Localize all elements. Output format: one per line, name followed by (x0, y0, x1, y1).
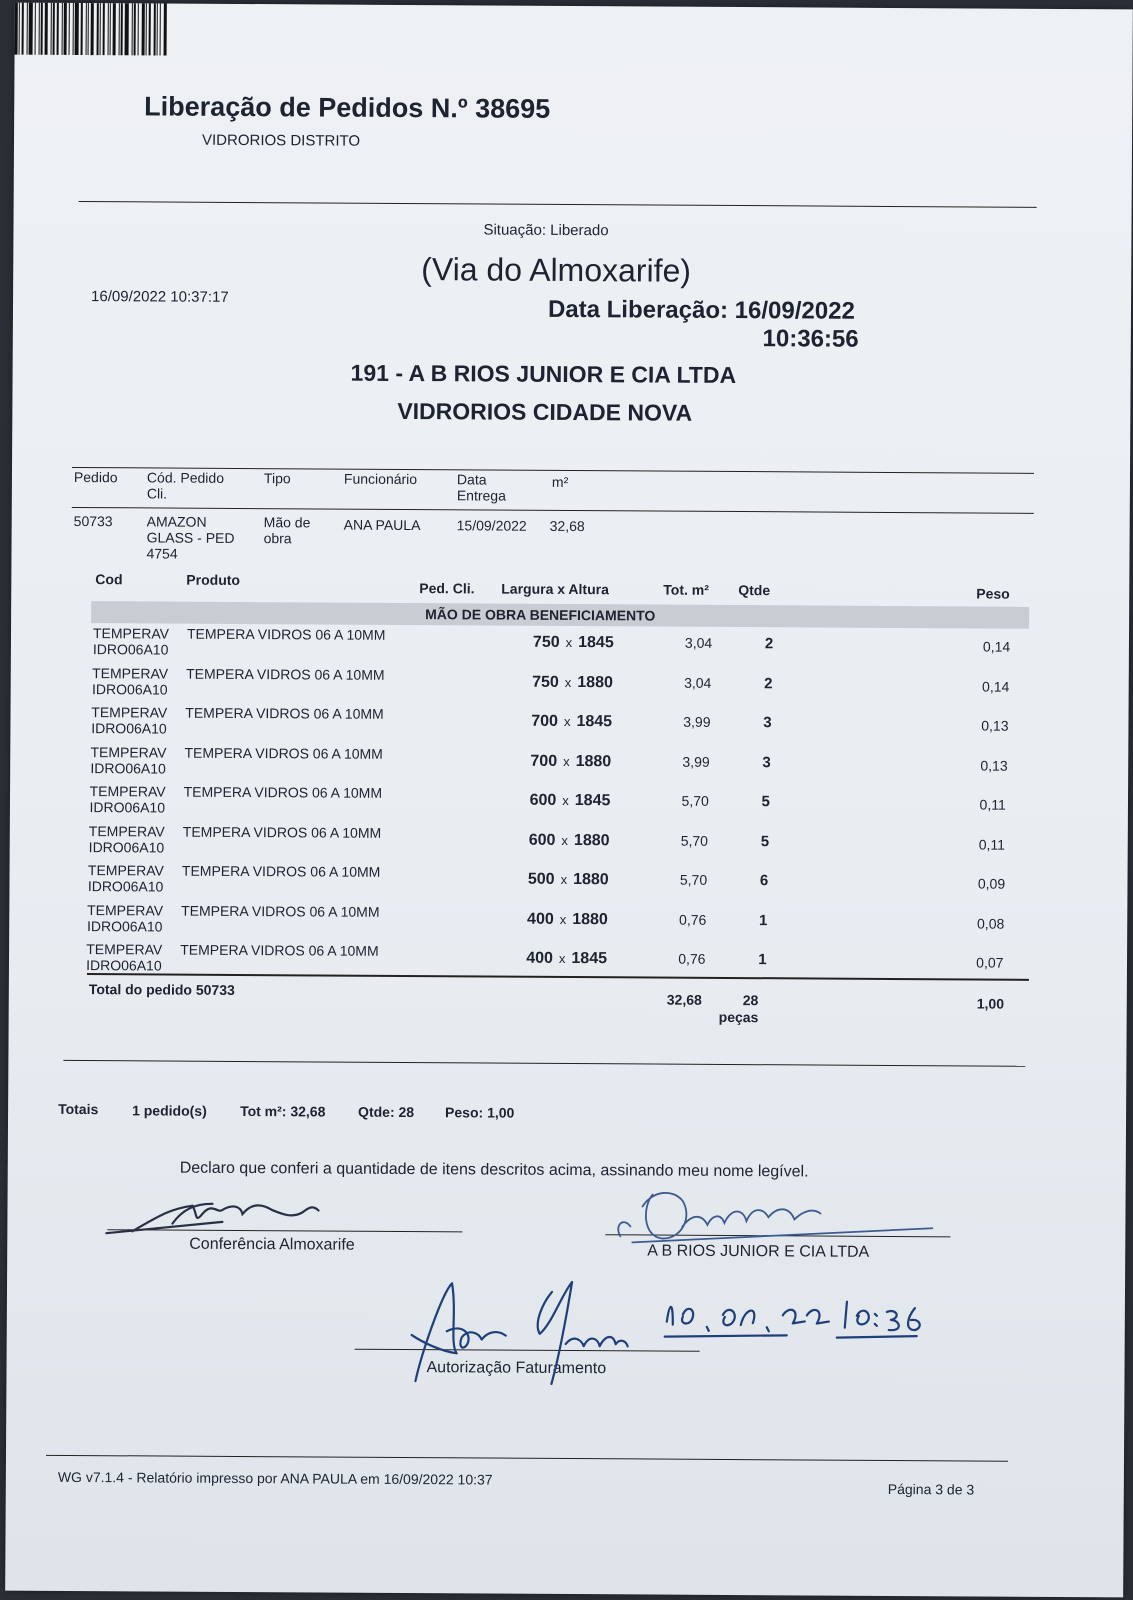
barcode-bar (110, 3, 111, 55)
order-tipo-line2: obra (263, 530, 292, 547)
item-largura: 500 (527, 870, 555, 888)
item-altura: 1845 (574, 792, 611, 810)
item-cod-line2: IDRO06A10 (91, 720, 167, 737)
item-peso: 0,13 (981, 717, 1009, 734)
item-dimensions (527, 910, 608, 928)
copy-label: (Via do Almoxarife) (421, 251, 692, 289)
totals-pedidos: 1 pedido(s) (132, 1102, 207, 1119)
order-cod-cli-line1: AMAZON (146, 513, 207, 530)
item-cod-line2: IDRO06A10 (86, 917, 163, 935)
item-altura: 1880 (572, 910, 608, 928)
footer-divider (46, 1455, 1008, 1462)
items-col-cod: Cod (95, 571, 123, 588)
barcode-bar (91, 3, 94, 55)
item-dimensions (530, 752, 611, 770)
item-tot-m2: 3,04 (684, 674, 712, 691)
item-qtde: 1 (758, 951, 767, 969)
release-time: 10:36:56 (762, 325, 859, 353)
item-qtde: 2 (764, 635, 774, 653)
table-row (93, 625, 1033, 671)
item-dim-separator: x (563, 713, 571, 730)
item-cod-line1: TEMPERAV (88, 822, 165, 840)
item-dimensions (529, 831, 610, 849)
col-cod-pedido-cli-line1: Cód. Pedido (146, 469, 225, 486)
items-col-tot-m2: Tot. m² (663, 581, 709, 598)
barcode-bar (164, 4, 167, 56)
barcode-bar (88, 3, 89, 55)
order-total-qtde: 28 (742, 992, 759, 1009)
order-cod-cli (146, 513, 234, 562)
barcode-bar (121, 3, 123, 55)
barcode-bar (64, 3, 67, 55)
item-tot-m2: 5,70 (679, 871, 708, 888)
item-qtde: 2 (764, 674, 773, 692)
item-cod-line2: IDRO06A10 (87, 878, 164, 895)
item-cod-line2: IDRO06A10 (90, 759, 166, 777)
item-dimensions (530, 792, 611, 810)
item-peso: 0,14 (982, 678, 1010, 695)
col-pedido: Pedido (73, 468, 118, 486)
item-cod (86, 941, 162, 973)
status-label: Situação: Liberado (483, 221, 609, 240)
item-altura: 1880 (573, 831, 610, 849)
table-row (89, 783, 1029, 829)
item-dim-separator: x (559, 911, 567, 927)
order-total-m2: 32,68 (666, 991, 702, 1008)
item-produto: TEMPERA VIDROS 06 A 10MM (186, 625, 386, 643)
signature-autorizacao-handwriting (401, 1273, 662, 1395)
items-col-produto: Produto (186, 571, 241, 588)
col-m2: m² (551, 473, 569, 490)
item-cod (88, 862, 164, 894)
item-peso: 0,07 (976, 954, 1004, 971)
order-m2: 32,68 (549, 517, 585, 535)
item-largura: 600 (528, 831, 556, 849)
item-cod-line1: TEMPERAV (90, 743, 167, 761)
item-peso: 0,13 (980, 757, 1008, 774)
item-cod-line1: TEMPERAV (91, 704, 168, 721)
signature-cliente-handwriting (612, 1176, 942, 1258)
barcode-bar (100, 3, 101, 55)
item-dimensions (526, 950, 607, 968)
item-dim-separator: x (562, 792, 569, 808)
item-largura: 700 (531, 712, 559, 730)
document-title: Liberação de Pedidos N.º 38695 (144, 91, 551, 124)
items-col-ped-cli: Ped. Cli. (419, 580, 475, 597)
item-peso: 0,14 (982, 638, 1011, 655)
item-tot-m2: 0,76 (678, 950, 706, 967)
item-qtde: 5 (761, 793, 770, 811)
item-cod-line2: IDRO06A10 (86, 957, 162, 974)
col-cod-pedido-cli-line2: Cli. (146, 485, 168, 502)
barcode-bar (75, 3, 79, 55)
item-produto: TEMPERA VIDROS 06 A 10MM (186, 665, 385, 683)
document-page (5, 3, 1133, 1598)
item-dim-separator: x (563, 753, 570, 769)
barcode-bar (81, 3, 83, 55)
barcode-bar (154, 3, 156, 55)
item-altura: 1880 (573, 871, 609, 889)
signature-conferencia-handwriting (102, 1183, 342, 1244)
item-tot-m2: 0,76 (679, 911, 707, 928)
item-dim-separator: x (558, 950, 566, 966)
totals-m2: Tot m²: 32,68 (240, 1102, 326, 1120)
item-peso: 0,09 (977, 875, 1006, 892)
order-header-bottom-rule (72, 507, 1034, 514)
barcode-bar (15, 3, 18, 55)
barcode-bar (69, 3, 70, 55)
client-store: VIDRORIOS CIDADE NOVA (397, 397, 693, 426)
order-data-entrega: 15/09/2022 (456, 517, 527, 534)
barcode-bar (125, 3, 129, 55)
barcode-bar (53, 3, 55, 55)
item-peso: 0,11 (978, 836, 1006, 853)
barcode-bar (142, 3, 145, 55)
totals-qtde: Qtde: 28 (358, 1103, 415, 1121)
item-largura: 400 (526, 949, 553, 967)
barcode-bar (41, 3, 43, 55)
barcode-bar (146, 3, 147, 55)
item-peso: 0,08 (977, 914, 1005, 932)
signature-label-autorizacao: Autorização Faturamento (426, 1359, 607, 1378)
item-produto: TEMPERA VIDROS 06 A 10MM (184, 744, 383, 762)
item-largura: 400 (527, 910, 554, 928)
footer-page-number: Página 3 de 3 (887, 1480, 975, 1498)
handwritten-date-picture (657, 1287, 957, 1349)
item-cod (89, 783, 165, 815)
item-cod (93, 625, 169, 657)
item-tot-m2: 3,99 (682, 753, 710, 770)
item-cod (91, 704, 167, 736)
items-col-peso: Peso (976, 585, 1010, 602)
item-altura: 1845 (576, 713, 613, 731)
barcode-bar (149, 3, 151, 55)
barcode-bar (19, 3, 20, 55)
table-row (89, 823, 1029, 869)
item-cod-line2: IDRO06A10 (88, 838, 165, 856)
item-dimensions (533, 634, 614, 652)
order-tipo (264, 514, 311, 546)
item-cod (87, 902, 163, 934)
item-cod-line2: IDRO06A10 (92, 680, 168, 698)
barcode-bar (157, 3, 158, 55)
item-tot-m2: 5,70 (680, 832, 709, 849)
col-data-line1: Data (456, 471, 487, 488)
barcode-bar (45, 3, 48, 55)
item-qtde: 1 (759, 911, 768, 929)
barcode-bar (22, 3, 24, 55)
order-total-label: Total do pedido 50733 (88, 981, 235, 998)
item-cod-line1: TEMPERAV (86, 941, 163, 958)
order-cod-cli-line3: 4754 (146, 545, 178, 562)
item-produto: TEMPERA VIDROS 06 A 10MM (181, 862, 381, 880)
item-largura: 750 (532, 673, 559, 691)
section-band (91, 601, 1029, 629)
item-altura: 1845 (571, 950, 608, 968)
item-cod-line1: TEMPERAV (92, 625, 170, 642)
item-largura: 750 (532, 633, 560, 651)
release-date (547, 295, 859, 354)
table-row (87, 902, 1027, 948)
item-tot-m2: 5,70 (681, 792, 709, 809)
item-altura: 1880 (577, 673, 613, 691)
item-cod (92, 665, 168, 697)
item-qtde: 3 (762, 753, 771, 771)
table-row (88, 862, 1028, 908)
item-largura: 600 (529, 791, 557, 809)
item-dimensions (528, 871, 609, 889)
item-produto: TEMPERA VIDROS 06 A 10MM (182, 823, 382, 841)
barcode-bar (160, 3, 161, 55)
barcode-bar (103, 3, 105, 55)
footer-printed-by: WG v7.1.4 - Relatório impresso por ANA PAULA em 16/09/2022 10:37 (57, 1468, 493, 1488)
col-cod-pedido-cli (147, 469, 224, 501)
item-tot-m2: 3,99 (683, 713, 711, 730)
order-tipo-line1: Mão de (263, 514, 311, 531)
totals-divider (63, 1060, 1025, 1067)
item-dimensions (532, 673, 613, 691)
item-altura: 1845 (578, 634, 614, 652)
order-cod-cli-line2: GLASS - PED (146, 529, 235, 546)
order-pedido: 50733 (73, 512, 113, 530)
barcode-image (15, 3, 190, 56)
table-row (90, 744, 1030, 790)
item-qtde: 6 (759, 872, 769, 890)
barcode-bar (97, 3, 99, 55)
company-name: VIDRORIOS DISTRITO (201, 131, 361, 150)
order-total-pecas: peças (718, 1008, 759, 1026)
barcode-bar (35, 3, 36, 55)
item-cod-line1: TEMPERAV (87, 862, 164, 879)
item-dim-separator: x (565, 634, 573, 651)
item-produto: TEMPERA VIDROS 06 A 10MM (185, 704, 384, 722)
item-cod (89, 823, 165, 855)
table-row (92, 665, 1032, 711)
item-cod-line1: TEMPERAV (89, 783, 166, 800)
item-largura: 700 (530, 752, 558, 770)
declaration-text: Declaro que conferi a quantidade de itens descritos acima, assinando meu nome legível. (179, 1159, 809, 1181)
header-divider (79, 201, 1037, 208)
table-row (91, 704, 1031, 750)
item-produto: TEMPERA VIDROS 06 A 10MM (181, 902, 380, 920)
release-date-label: Data Liberação: 16/09/2022 (547, 295, 855, 325)
item-dimensions (531, 713, 612, 731)
item-altura: 1880 (575, 752, 612, 770)
item-cod-line1: TEMPERAV (87, 901, 164, 919)
item-qtde: 3 (763, 714, 772, 732)
col-data-entrega (457, 471, 506, 503)
totals-label: Totais (58, 1100, 99, 1118)
barcode-bar (113, 3, 116, 55)
item-cod-line1: TEMPERAV (92, 664, 169, 682)
totals-peso: Peso: 1,00 (445, 1104, 515, 1121)
col-funcionario: Funcionário (343, 470, 418, 488)
item-qtde: 5 (760, 832, 770, 850)
item-dim-separator: x (560, 871, 568, 887)
section-label: MÃO DE OBRA BENEFICIAMENTO (425, 606, 656, 624)
col-data-line2: Entrega (456, 487, 506, 504)
barcode-bar (57, 3, 59, 55)
item-cod-line2: IDRO06A10 (92, 641, 169, 658)
col-tipo: Tipo (263, 470, 291, 487)
items-col-qtde: Qtde (738, 582, 771, 599)
item-produto: TEMPERA VIDROS 06 A 10MM (183, 783, 383, 801)
item-tot-m2: 3,04 (684, 634, 713, 651)
client-name: 191 - A B RIOS JUNIOR E CIA LTDA (350, 359, 737, 389)
printed-datetime: 16/09/2022 10:37:17 (91, 288, 229, 306)
barcode-bar (134, 3, 136, 55)
item-peso: 0,11 (979, 796, 1006, 813)
order-total-peso: 1,00 (976, 995, 1005, 1012)
barcode-bar (29, 3, 33, 55)
items-col-largura-altura: Largura x Altura (501, 580, 609, 598)
order-funcionario: ANA PAULA (343, 516, 421, 534)
item-produto: TEMPERA VIDROS 06 A 10MM (180, 941, 379, 959)
item-cod (90, 744, 166, 776)
item-cod-line2: IDRO06A10 (89, 799, 166, 816)
item-dim-separator: x (561, 832, 569, 848)
signature-label-conferencia: Conferência Almoxarife (189, 1235, 355, 1254)
signature-label-cliente: A B RIOS JUNIOR E CIA LTDA (647, 1242, 870, 1261)
item-dim-separator: x (564, 674, 572, 690)
barcode-bar (138, 3, 139, 55)
